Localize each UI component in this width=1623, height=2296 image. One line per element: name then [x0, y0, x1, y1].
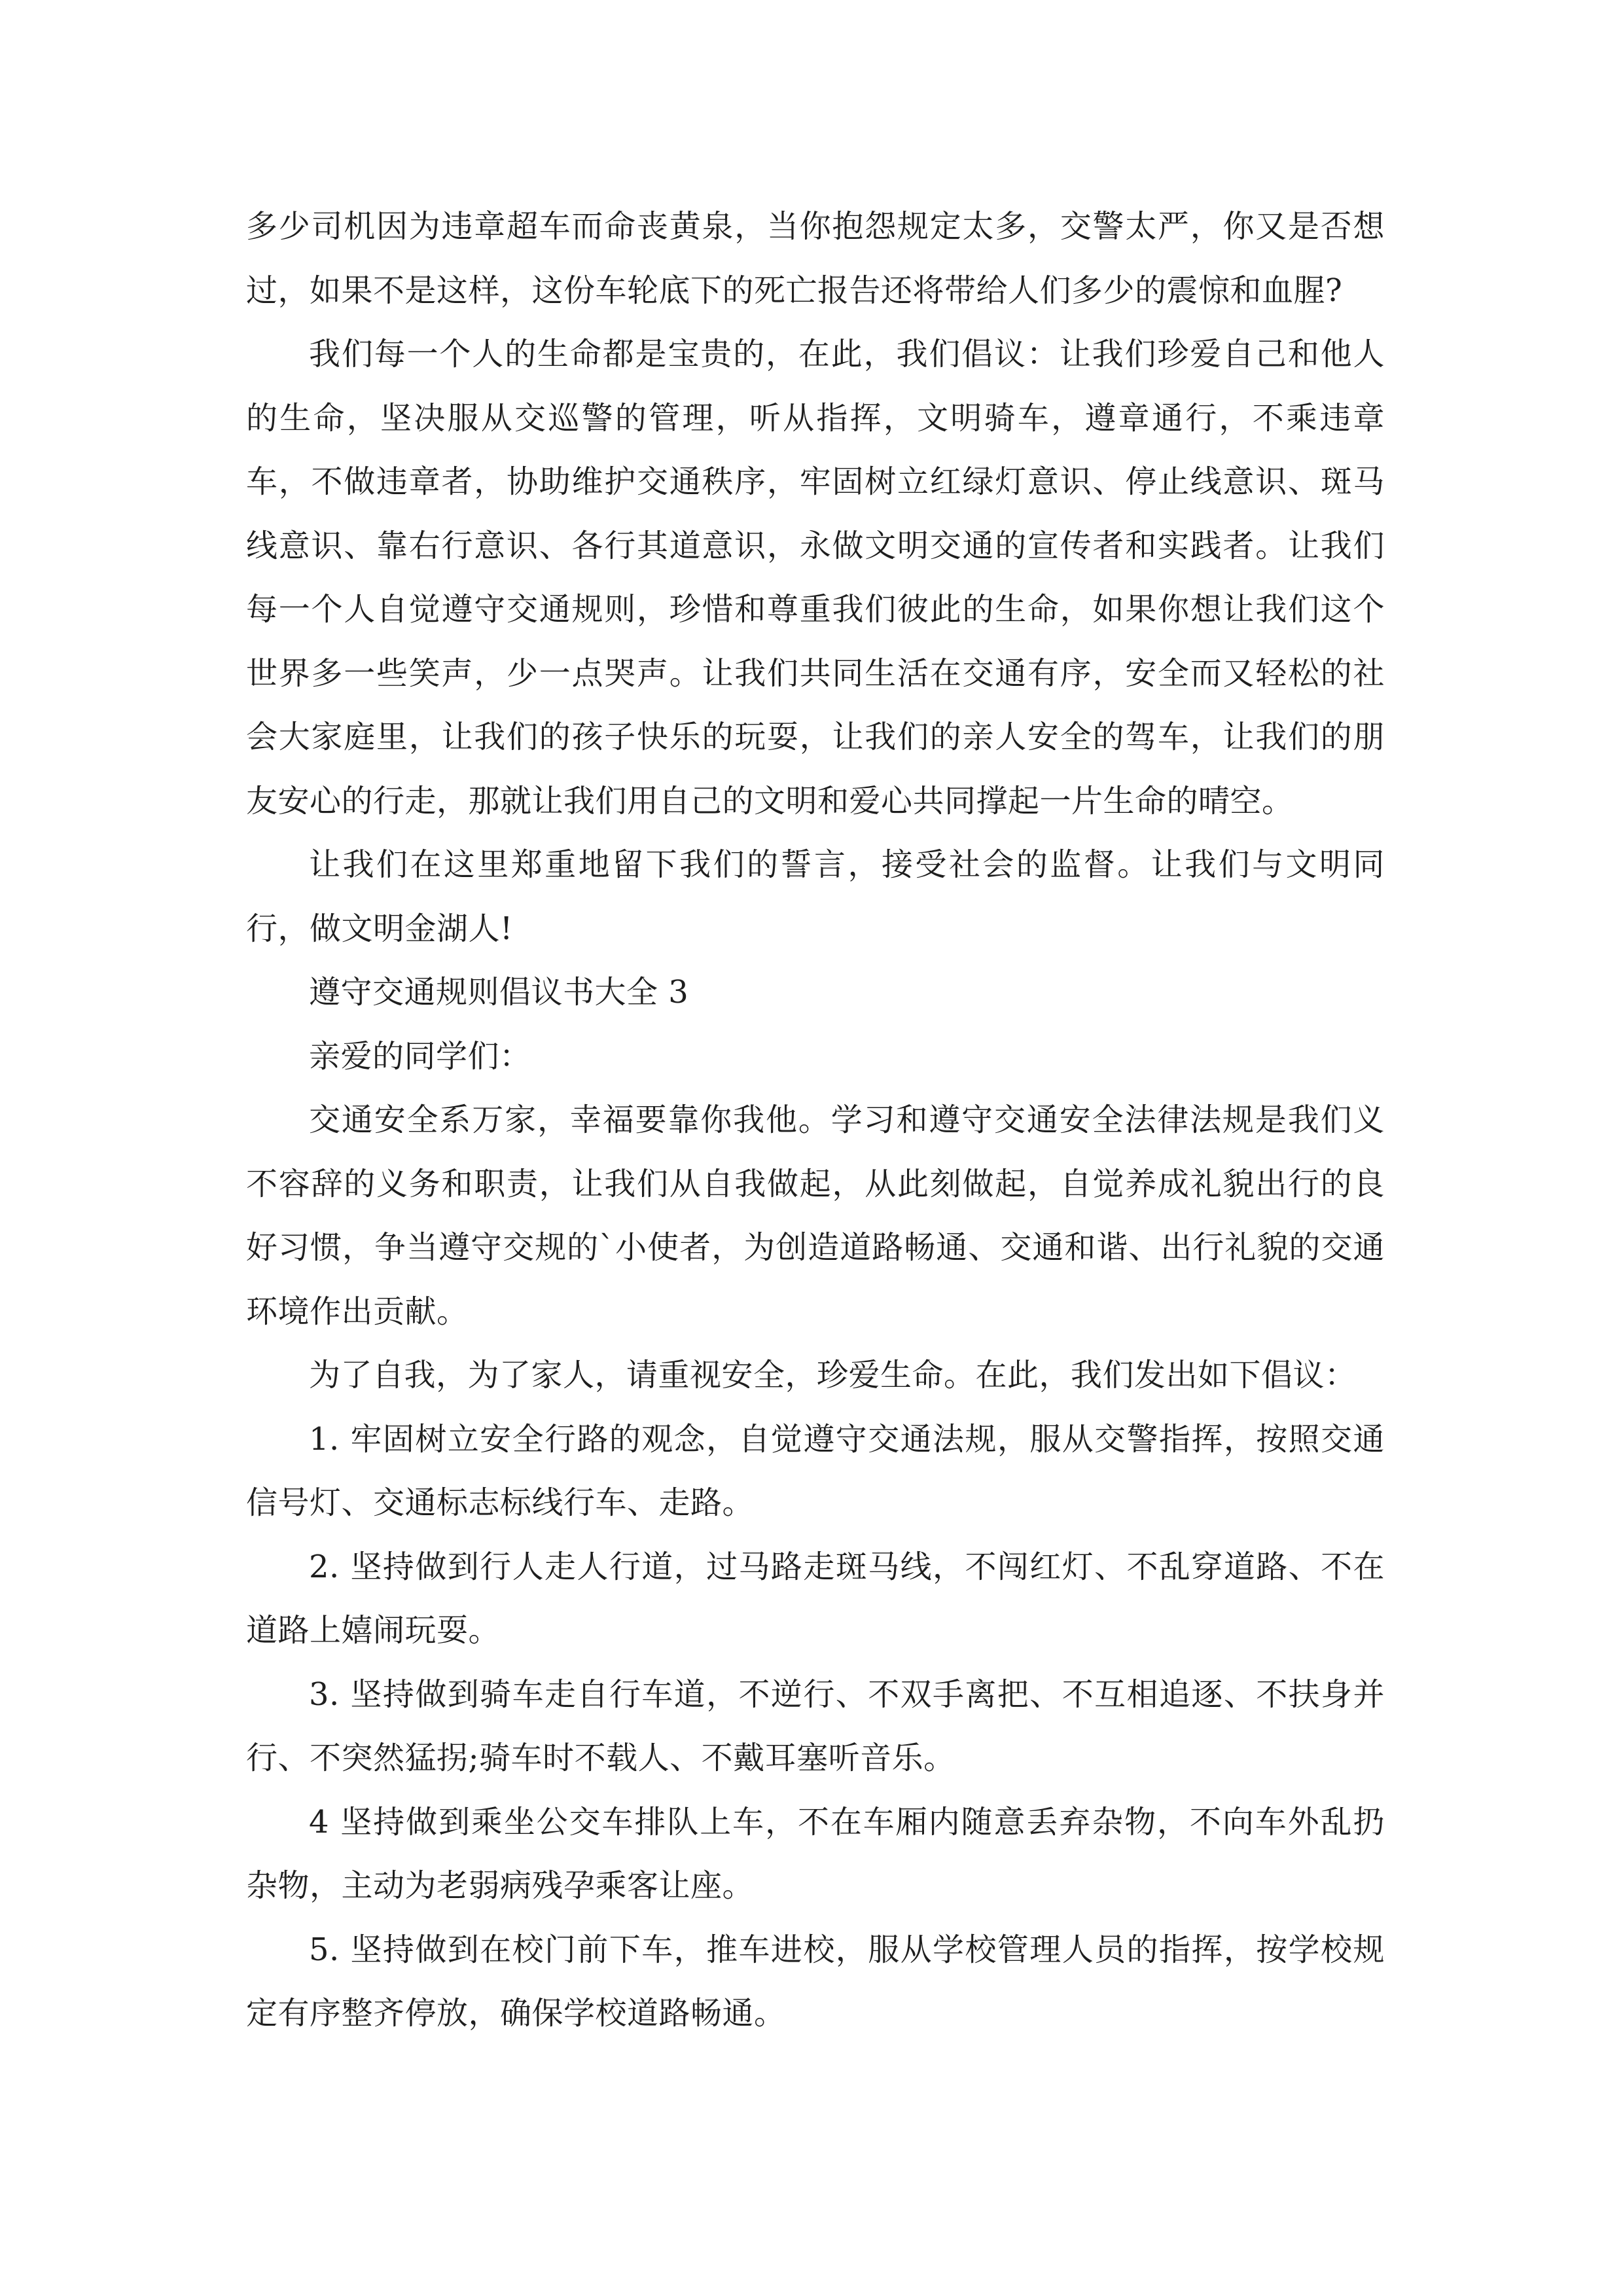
document-body [246, 195, 1385, 2046]
paragraph-oath: 让我们在这里郑重地留下我们的誓言，接受社会的监督。让我们与文明同行，做文明金湖人! [246, 846, 1385, 947]
paragraph-pledge: 我们每一个人的生命都是宝贵的，在此，我们倡议：让我们珍爱自己和他人的生命，坚决服从交巡警的管理，听从指挥，文明骑车，遵章通行，不乘违章车，不做违章者，协助维护交通秩序，牢固树立红绿灯意识、停止线意识、斑马线意识、靠右行意识、各行其道意识，永做文明交通的宣传者和实践者。让我们每一个人自觉遵守交通规则，珍惜和尊重我们彼此的生命，如果你想让我们这个世界多一些笑声，少一点哭声。让我们共同生活在交通有序，安全而又轻松的社会大家庭里，让我们的孩子快乐的玩耍，让我们的亲人安全的驾车，让我们的朋友安心的行走，那就让我们用自己的文明和爱心共同撑起一片生命的晴空。 [246, 336, 1385, 819]
salutation: 亲爱的同学们： [309, 1037, 531, 1075]
list-item-5: 5. 坚持做到在校门前下车，推车进校，服从学校管理人员的指挥，按学校规定有序整齐停放，确保学校道路畅通。 [246, 1931, 1385, 2032]
list-item-1: 1. 牢固树立安全行路的观念，自觉遵守交通法规，服从交警指挥，按照交通信号灯、交通标志标线行车、走路。 [246, 1420, 1385, 1521]
paragraph-proposal-lead: 为了自我，为了家人，请重视安全，珍爱生命。在此，我们发出如下倡议： [309, 1357, 1357, 1393]
list-item-4: 4 坚持做到乘坐公交车排队上车，不在车厢内随意丢弃杂物，不向车外乱扔杂物，主动为老弱病残孕乘客让座。 [246, 1803, 1385, 1904]
list-item-3: 3. 坚持做到骑车走自行车道，不逆行、不双手离把、不互相追逐、不扶身并行、不突然猛拐;骑车时不载人、不戴耳塞听音乐。 [246, 1676, 1385, 1776]
paragraph-continuation: 多少司机因为违章超车而命丧黄泉，当你抱怨规定太多，交警太严，你又是否想过，如果不是这样，这份车轮底下的死亡报告还将带给人们多少的震惊和血腥? [246, 208, 1385, 309]
section-heading: 遵守交通规则倡议书大全 3 [309, 974, 689, 1011]
paragraph-intro: 交通安全系万家，幸福要靠你我他。学习和遵守交通安全法律法规是我们义不容辞的义务和职责，让我们从自我做起，从此刻做起，自觉养成礼貌出行的良好习惯，争当遵守交规的`小使者，为创造道路畅通、交通和谐、出行礼貌的交通环境作出贡献。 [246, 1102, 1385, 1330]
list-item-2: 2. 坚持做到行人走人行道，过马路走斑马线，不闯红灯、不乱穿道路、不在道路上嬉闹玩耍。 [246, 1548, 1385, 1649]
